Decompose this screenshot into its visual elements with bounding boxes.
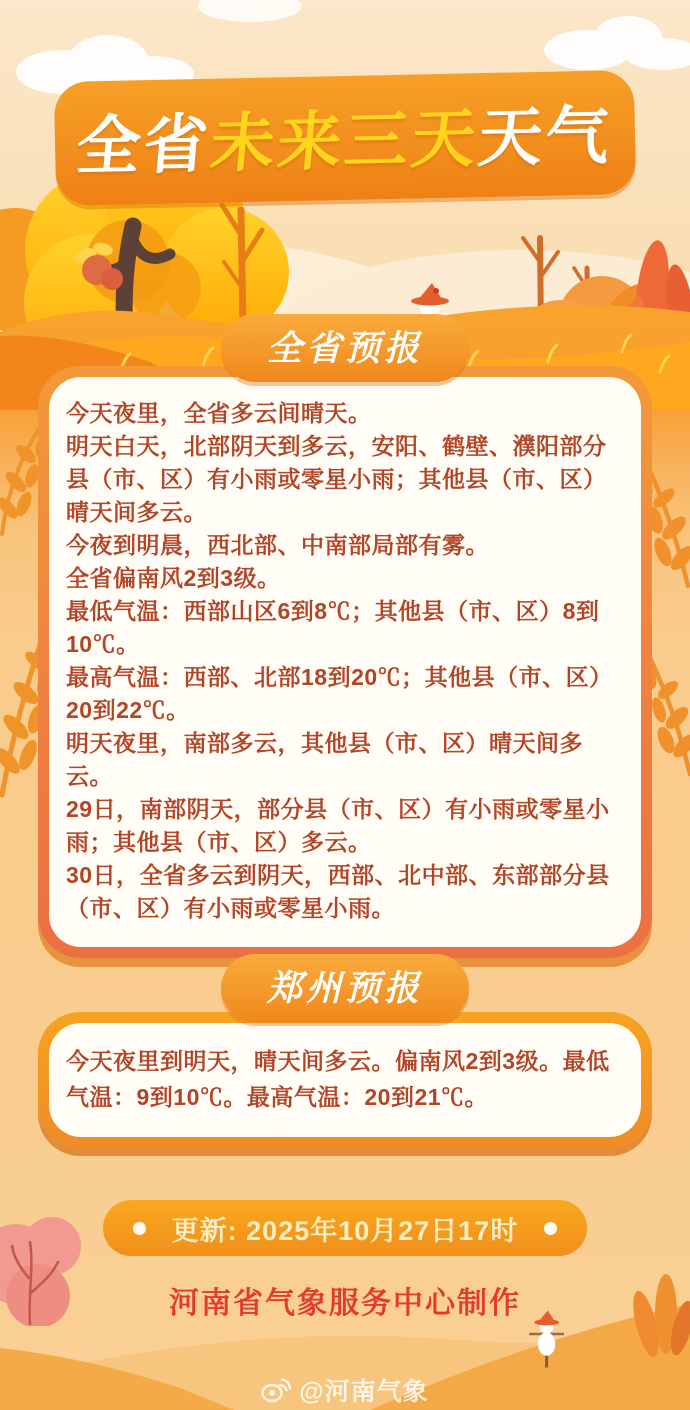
title-prefix: 全省 [73,107,214,183]
province-forecast-badge [0,314,690,382]
forecast-paragraph: 最高气温：西部、北部18到20℃；其他县（市、区）20到22℃。 [66,664,613,723]
credit-line: 河南省气象服务中心制作 [169,1287,521,1320]
forecast-paragraph: 30日，全省多云到阴天，西部、北中部、东部部分县（市、区）有小雨或零星小雨。 [66,862,610,921]
dot-right-icon [544,1222,557,1235]
zhengzhou-forecast-badge [0,954,690,1022]
update-time-pill [103,1200,588,1256]
dot-left-icon [133,1222,146,1235]
forecast-paragraph: 全省偏南风2到3级。 [66,565,281,591]
zhengzhou-forecast-badge-label: 郑州预报 [221,954,469,1022]
poster-title [0,69,690,207]
zhengzhou-forecast-text [49,1023,641,1137]
title-suffix: 天气 [475,99,616,175]
weibo-icon [261,1377,291,1403]
forecast-paragraph: 今天夜里到明天，晴天间多云。偏南风2到3级。最低气温：9到10℃。最高气温：20到21℃。 [66,1048,610,1110]
forecast-paragraph: 29日，南部阴天，部分县（市、区）有小雨或零星小雨；其他县（市、区）多云。 [66,796,610,855]
province-forecast-text [49,377,641,947]
weibo-watermark [0,1372,690,1408]
poster-title-pill [54,70,636,206]
province-forecast-badge-label: 全省预报 [221,314,469,382]
forecast-paragraph: 明天夜里，南部多云，其他县（市、区）晴天间多云。 [66,730,583,789]
forecast-paragraph: 今天夜里，全省多云间晴天。 [66,400,372,426]
province-forecast-card [38,366,652,958]
update-time-label: 更新: 2025年10月27日17时 [171,1215,519,1246]
forecast-paragraph: 明天白天，北部阴天到多云，安阳、鹤壁、濮阳部分县（市、区）有小雨或零星小雨；其他县（市、区）晴天间多云。 [66,433,607,525]
weibo-handle: @河南气象 [299,1378,429,1406]
forecast-paragraph: 最低气温：西部山区6到8℃；其他县（市、区）8到10℃。 [66,598,600,657]
update-time-row [0,1200,690,1256]
zhengzhou-forecast-card [38,1012,652,1148]
forecast-paragraph: 今夜到明晨，西北部、中南部局部有雾。 [66,532,489,558]
title-highlight: 未来三天 [207,102,482,180]
